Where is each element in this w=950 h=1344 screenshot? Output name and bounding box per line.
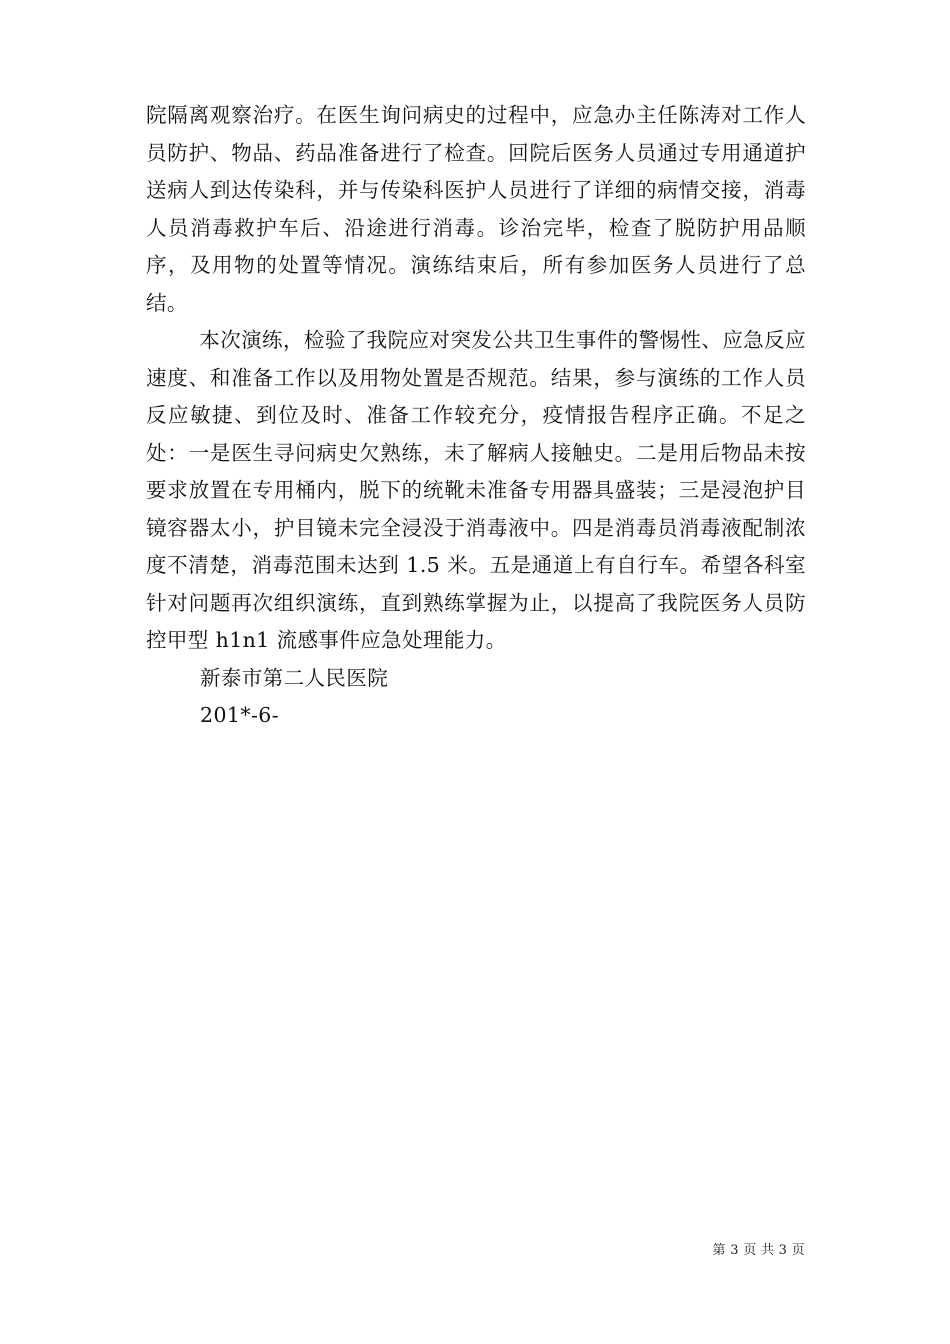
paragraph-summary: 本次演练，检验了我院应对突发公共卫生事件的警惕性、应急反应速度、和准备工作以及用物处置是否规范。结果，参与演练的工作人员反应敏捷、到位及时、准备工作较充分，疫情报告程序正确。不足之处：一是医生寻问病史欠熟练，未了解病人接触史。二是用后物品未按要求放置在专用桶内，脱下的统靴未准备专用器具盛装；三是浸泡护目镜容器太小，护目镜未完全浸没于消毒液中。四是消毒员消毒液配制浓度不清楚，消毒范围未达到 1.5 米。五是通道上有自行车。希望各科室针对问题再次组织演练，直到熟练掌握为止，以提高了我院医务人员防控甲型 h1n1 流感事件应急处理能力。 [146, 328, 806, 652]
document-body [146, 97, 806, 735]
page-number-footer: 第 3 页 共 3 页 [712, 1243, 805, 1258]
signature-date: 201*-6- [200, 703, 280, 727]
paragraph-continued: 院隔离观察治疗。在医生询问病史的过程中，应急办主任陈涛对工作人员防护、物品、药品准备进行了检查。回院后医务人员通过专用通道护送病人到达传染科，并与传染科医护人员进行了详细的病情交接，消毒人员消毒救护车后、沿途进行消毒。诊治完毕，检查了脱防护用品顺序，及用物的处置等情况。演练结束后，所有参加医务人员进行了总结。 [146, 103, 806, 315]
signature-organization: 新泰市第二人民医院 [200, 665, 389, 690]
